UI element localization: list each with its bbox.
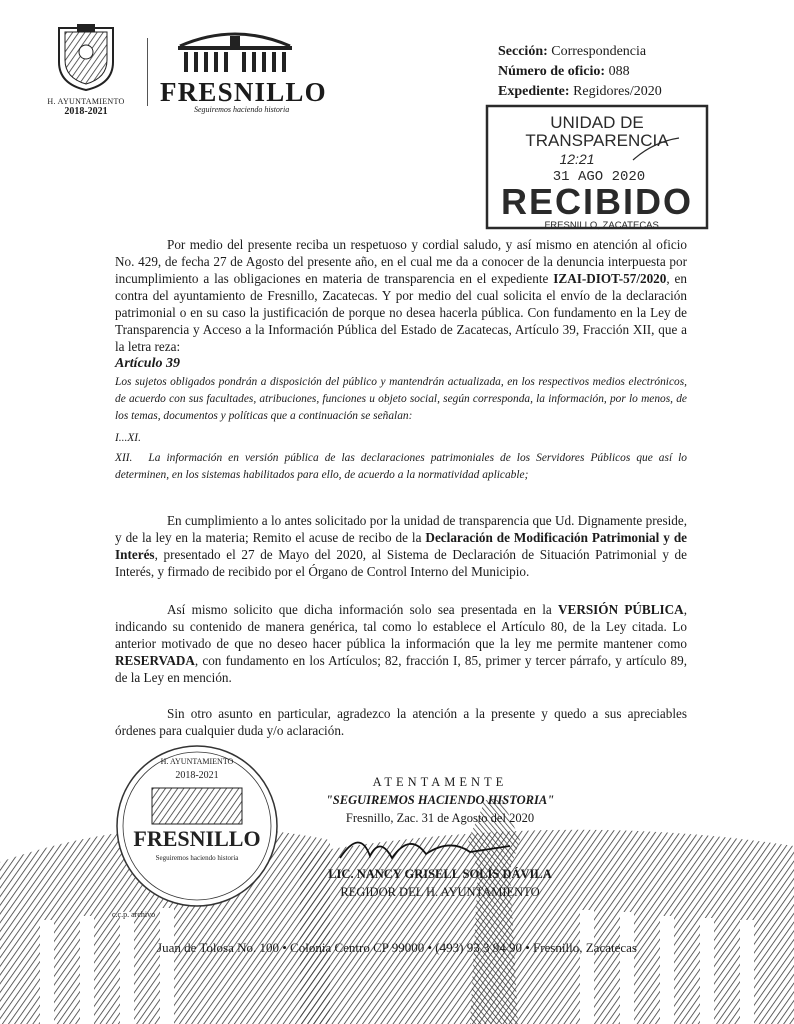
ccp: c.c.p. archivo bbox=[112, 910, 156, 919]
handwritten-signature bbox=[330, 828, 530, 868]
p2-text-b: , presentado el 27 de Mayo del 2020, al Sistema de Declaración de Situación Patrimonial y de Interés, y firmado de recibido por el Órgano de Control Interno del Municipio. bbox=[115, 547, 687, 579]
declaration-title: Declaración de Modificación Patrimonial y de Interés bbox=[115, 530, 688, 562]
fraction-xii-text: La información en versión pública de las declaraciones patrimoniales de los Servidores Públicos que así lo determinen, en los sistemas habilitados para ello, de acuerdo a la normatividad aplicable; bbox=[115, 452, 687, 481]
fresnillo-logo bbox=[160, 28, 330, 115]
p1-text-b: , en contra del ayuntamiento de Fresnillo, Zacatecas. Y por medio del cual solicita el envío de la declaración patrimonial o en su caso la justificación de porque no desea hacerla pública. Con fundamento en la Ley de Transparencia y Acceso a la Información Pública del Estado de Zacatecas, Artículo 39, Fracción XII, que a la letra reza: bbox=[115, 271, 687, 354]
fraction-xii-number: XII. bbox=[115, 452, 133, 464]
paragraph-compliance bbox=[115, 512, 687, 580]
stamp-date: 31 AGO 2020 bbox=[552, 169, 646, 185]
expediente-label: Expediente: bbox=[498, 84, 570, 99]
stamp-place: FRESNILLO, ZACATECAS. bbox=[544, 220, 662, 231]
p3-text-b: , indicando su contenido de manera genérica, tal como lo establece el Artículo 80, de la Ley citada. Lo anterior motivado de que no deseo hacer pública la información que la ley me permite mantener como bbox=[115, 602, 687, 651]
stamp-big: RECIBIDO bbox=[500, 181, 694, 222]
fraction-xii bbox=[115, 450, 687, 484]
municipal-seal bbox=[40, 22, 132, 117]
p1-text-a: Por medio del presente reciba un respetuoso y cordial saludo, y así mismo en atención al oficio No. 429, de fecha 27 de Agosto del presente año, en el cual me da a conocer de la denuncia interpuesta por incumplimiento a las obligaciones en materia de transparencia en el expediente bbox=[115, 237, 687, 286]
seal-caption: H. AYUNTAMIENTO bbox=[47, 97, 125, 106]
document-meta bbox=[498, 42, 662, 102]
p3-text-a: Así mismo solicito que dicha información solo sea presentada en la bbox=[167, 602, 558, 617]
stamp-line2: TRANSPARENCIA bbox=[525, 131, 669, 150]
place-date: Fresnillo, Zac. 31 de Agosto del 2020 bbox=[345, 811, 535, 825]
footer-address: Juan de Tolosa No. 100 • Colonia Centro CP 99000 • (493) 93 3 94 90 • Fresnillo, Zacatecas bbox=[157, 940, 637, 955]
fraction-range: I...XI. bbox=[115, 432, 141, 444]
oficio-label: Número de oficio: bbox=[498, 64, 606, 79]
signer-name: LIC. NANCY GRISELL SOLÍS DÁVILA bbox=[328, 867, 552, 881]
logo-name: FRESNILLO bbox=[160, 77, 327, 107]
coat-of-arms-icon bbox=[55, 22, 117, 92]
stamp-line1: UNIDAD DE bbox=[550, 113, 644, 132]
round-seal-years: 2018-2021 bbox=[175, 770, 219, 781]
logo-tagline: Seguiremos haciendo historia bbox=[194, 105, 290, 114]
round-seal-top: H. AYUNTAMIENTO bbox=[160, 757, 234, 766]
seccion-value: Correspondencia bbox=[551, 44, 647, 59]
reservada: RESERVADA bbox=[115, 653, 195, 668]
motto: "SEGUIREMOS HACIENDO HISTORIA" bbox=[325, 793, 555, 807]
expediente-number: IZAI-DIOT-57/2020 bbox=[553, 271, 667, 286]
received-stamp bbox=[483, 102, 711, 232]
version-publica: VERSIÓN PÚBLICA bbox=[558, 602, 684, 617]
expediente-value: Regidores/2020 bbox=[573, 84, 662, 99]
round-seal-name: FRESNILLO bbox=[133, 826, 261, 851]
building-logo-icon bbox=[160, 28, 310, 74]
paragraph-closing: Sin otro asunto en particular, agradezco la atención a la presente y quedo a sus apreciables órdenes para cualquier duda y/o aclaración. bbox=[115, 706, 687, 738]
round-seal-small: Seguiremos haciendo historia bbox=[155, 854, 239, 862]
article-title: Artículo 39 bbox=[115, 356, 180, 371]
article-text: Los sujetos obligados pondrán a disposición del público y mantendrán actualizada, en los respectivos medios electrónicos, de acuerdo con sus facultades, atribuciones, funciones u objeto social, según corresponda, la información, por lo menos, de los temas, documentos y políticas que a continuación se señalan: bbox=[115, 376, 687, 422]
seccion-label: Sección: bbox=[498, 44, 548, 59]
oficio-value: 088 bbox=[608, 64, 630, 79]
round-seal bbox=[112, 742, 282, 910]
paragraph-intro bbox=[115, 236, 687, 355]
p2-text-a: En cumplimiento a lo antes solicitado por la unidad de transparencia que Ud. Dignamente preside, y de la ley en la materia; Remito el acuse de recibo de la bbox=[115, 513, 687, 545]
stamp-time: 12:21 bbox=[559, 151, 595, 167]
header-divider bbox=[147, 38, 148, 106]
signer-role: REGIDOR DEL H. AYUNTAMIENTO bbox=[340, 885, 540, 899]
atentamente: ATENTAMENTE bbox=[372, 775, 508, 789]
p3-text-c: , con fundamento en los Artículos; 82, fracción I, 85, primer y tercer párrafo, y artículo 89, de la Ley en mención. bbox=[115, 653, 687, 685]
paragraph-request bbox=[115, 601, 687, 686]
seal-years: 2018-2021 bbox=[64, 106, 108, 117]
